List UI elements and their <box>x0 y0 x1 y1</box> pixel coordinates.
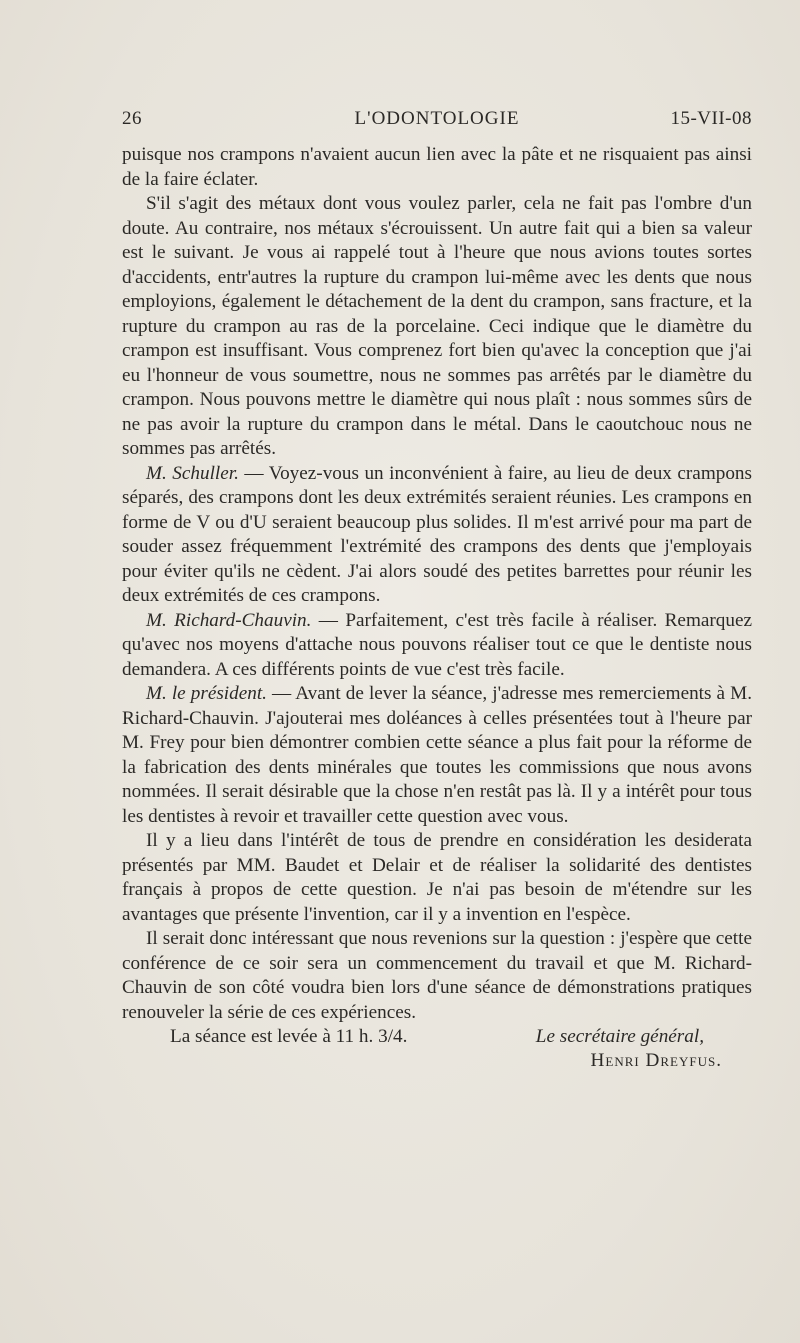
paragraph: Il serait donc intéressant que nous revenions sur la question : j'espère que cette conférence de ce soir sera un commencement du travail et que M. Richard-Chauvin de son côté voudra bien lors d'une séance de démonstrations pratiques renouveler la série de ces expériences. <box>122 928 752 1023</box>
signature-role: Le secrétaire général, <box>535 1026 704 1047</box>
paragraph: M. Richard-Chauvin. — Parfaitement, c'est très facile à réaliser. Remarquez qu'avec nos moyens d'attache nous pouvons réaliser tout ce que le dentiste nous demandera. A ces différents points de vue c'est très facile. <box>122 609 752 680</box>
speaker: M. le président. <box>146 683 267 704</box>
closing-block <box>122 1025 752 1074</box>
paragraph: Il y a lieu dans l'intérêt de tous de prendre en considération les desiderata présentés par MM. Baudet et Delair et de réaliser la solidarité des dentistes français à propos de cette question. Je n'ai pas besoin de m'étendre sur les avantages que présente l'invention, car il y a invention en l'espèce. <box>122 830 752 925</box>
paragraph: puisque nos crampons n'avaient aucun lien avec la pâte et ne risquaient pas ainsi de la faire éclater. <box>122 144 752 190</box>
running-header <box>122 108 752 134</box>
journal-title: L'ODONTOLOGIE <box>354 108 520 129</box>
speaker: M. Richard-Chauvin. <box>146 609 312 631</box>
issue-date: 15-VII-08 <box>670 108 752 129</box>
adjournment: La séance est levée à 11 h. 3/4. <box>170 1026 408 1047</box>
paragraph: M. Schuller. — Voyez-vous un inconvénient à faire, au lieu de deux crampons séparés, des crampons dont les deux extrémités seraient réunies. Les crampons en forme de V ou d'U seraient beaucoup plus solides. Il m'est arrivé pour ma part de souder assez fréquemment l'extrémité des crampons des dents que j'employais pour éviter qu'ils ne cèdent. J'ai alors soudé des petites barrettes pour réunir les deux extrémités de ces crampons. <box>122 462 752 606</box>
paragraph: M. le président. — Avant de lever la séance, j'adresse mes remerciements à M. Richard-Chauvin. J'ajouterai mes doléances à celles présentées tout à l'heure par M. Frey pour bien démontrer combien cette séance a plus fait pour la réforme de la fabrication des dents minérales que toutes les commissions que nous avons nommées. Il serait désirable que la chose n'en restât pas là. Il y a intérêt pour tous les dentistes à revoir et travailler cette question avec vous. <box>122 683 752 827</box>
paragraph: S'il s'agit des métaux dont vous voulez parler, cela ne fait pas l'ombre d'un doute. Au contraire, nos métaux s'écrouissent. Un autre fait qui a bien sa valeur est le suivant. Je vous ai rappelé tout à l'heure que nous avions toutes sortes d'accidents, entr'autres la rupture du crampon lui-même avec les dents que nous employions, également le détachement de la dent du crampon, sans fracture, et la rupture du crampon au ras de la porcelaine. Ceci indique que le diamètre du crampon est insuffisant. Vous comprenez fort bien qu'avec la conception que j'ai eu l'honneur de vous soumettre, nous ne sommes pas arrêtés par le diamètre du crampon. Nous pouvons mettre le diamètre qui nous plaît : nous sommes sûrs de ne pas avoir la rupture du crampon dans le métal. Dans le caoutchouc nous ne sommes pas arrêtés. <box>122 193 752 459</box>
speaker: M. Schuller. <box>146 462 239 484</box>
page-number: 26 <box>122 108 142 129</box>
article-body <box>122 143 752 1074</box>
signature-name: Henri Dreyfus. <box>590 1050 722 1071</box>
